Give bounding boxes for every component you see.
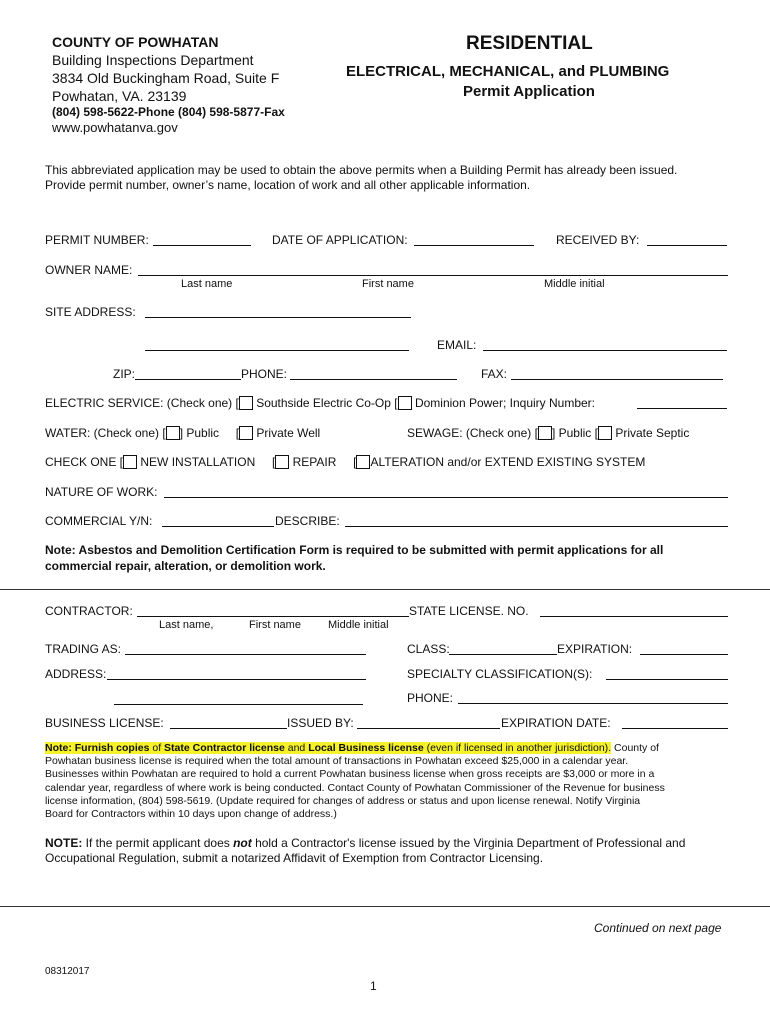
asbestos-note-line-1: Note: Asbestos and Demolition Certification Form is required to be submitted with permit applications for all: [45, 543, 664, 557]
southside-label: Southside Electric Co-Op [: [256, 396, 398, 410]
department-name: Building Inspections Department: [52, 52, 254, 68]
asbestos-note-line-2: commercial repair, alteration, or demolition work.: [45, 559, 326, 573]
describe-label: DESCRIBE:: [275, 514, 340, 528]
state-license-label: STATE LICENSE. NO.: [409, 604, 529, 618]
form-subtitle-2: Permit Application: [463, 83, 595, 100]
sewage-public-checkbox[interactable]: [538, 426, 552, 440]
owner-first-name-caption: First name: [362, 278, 414, 290]
repair-label: REPAIR: [292, 455, 337, 469]
received-by-field[interactable]: [647, 245, 727, 246]
contractor-name-field[interactable]: [137, 616, 409, 617]
dominion-label: Dominion Power; Inquiry Number:: [414, 396, 596, 410]
footer-divider: [0, 906, 770, 907]
expiration-field[interactable]: [640, 654, 728, 655]
received-by-label: RECEIVED BY:: [556, 233, 640, 247]
contractor-phone-field[interactable]: [458, 703, 728, 704]
issued-by-field[interactable]: [357, 728, 500, 729]
electric-service-row: [45, 396, 595, 410]
expiration-date-field[interactable]: [622, 728, 728, 729]
date-of-application-field[interactable]: [414, 245, 534, 246]
nature-of-work-field[interactable]: [164, 497, 728, 498]
water-public-checkbox[interactable]: [166, 426, 180, 440]
trading-as-field[interactable]: [125, 654, 366, 655]
expiration-label: EXPIRATION:: [557, 642, 633, 656]
zip-label: ZIP:: [113, 367, 136, 381]
email-label: EMAIL:: [437, 338, 477, 352]
phone-label: PHONE:: [241, 367, 288, 381]
describe-field[interactable]: [345, 526, 728, 527]
alteration-label: ALTERATION and/or EXTEND EXISTING SYSTEM: [370, 455, 646, 469]
sewage-public-label: ] Public [: [551, 426, 598, 440]
office-phone-fax: (804) 598-5622-Phone (804) 598-5877-Fax: [52, 105, 285, 119]
water-row: WATER: (Check one) [ ] Public [ Private Well: [45, 426, 321, 440]
owner-last-name-caption: Last name: [181, 278, 233, 290]
nature-of-work-label: NATURE OF WORK:: [45, 485, 158, 499]
phone-field[interactable]: [290, 379, 457, 380]
contractor-phone-label: PHONE:: [407, 691, 454, 705]
site-address-field[interactable]: [145, 317, 411, 318]
intro-line-2: Provide permit number, owner’s name, location of work and all other applicable information.: [45, 178, 531, 192]
commercial-yn-label: COMMERCIAL Y/N:: [45, 514, 153, 528]
permit-number-field[interactable]: [153, 245, 251, 246]
private-well-checkbox[interactable]: [239, 426, 253, 440]
commercial-yn-field[interactable]: [162, 526, 274, 527]
contractor-license-note: NOTE: If the permit applicant does not hold a Contractor's license issued by the Virginia Department of Professional and Occupational Regulation, submit a notarized Affidavit of Exemption from Contractor Licensing.: [45, 836, 686, 865]
electric-service-label: ELECTRIC SERVICE: (Check one) [: [45, 396, 239, 410]
contractor-last-name-caption: Last name,: [159, 619, 214, 631]
contractor-middle-initial-caption: Middle initial: [328, 619, 389, 631]
repair-checkbox[interactable]: [275, 455, 289, 469]
water-label: WATER: (Check one) [: [45, 426, 166, 440]
inquiry-number-field[interactable]: [637, 408, 727, 409]
sewage-row: [407, 426, 689, 440]
contractor-label: CONTRACTOR:: [45, 604, 133, 618]
form-code: 08312017: [45, 966, 90, 977]
owner-middle-initial-caption: Middle initial: [544, 278, 605, 290]
water-public-label: ] Public: [179, 426, 220, 440]
section-divider: [0, 589, 770, 590]
contractor-first-name-caption: First name: [249, 619, 301, 631]
specialty-field[interactable]: [606, 679, 728, 680]
office-address-line2: Powhatan, VA. 23139: [52, 88, 187, 104]
class-label: CLASS:: [407, 642, 450, 656]
business-license-field[interactable]: [170, 728, 287, 729]
permit-number-label: PERMIT NUMBER:: [45, 233, 149, 247]
alteration-checkbox[interactable]: [356, 455, 370, 469]
site-address-label: SITE ADDRESS:: [45, 305, 136, 319]
county-name: COUNTY OF POWHATAN: [52, 34, 219, 50]
sewage-label: SEWAGE: (Check one) [: [407, 426, 538, 440]
fax-label: FAX:: [481, 367, 508, 381]
page-number: 1: [370, 979, 377, 993]
email-field[interactable]: [483, 350, 727, 351]
private-well-label: Private Well: [256, 426, 321, 440]
private-septic-label: Private Septic: [615, 426, 690, 440]
fax-field[interactable]: [511, 379, 723, 380]
continued-next-page: Continued on next page: [594, 921, 722, 935]
office-website[interactable]: www.powhatanva.gov: [52, 120, 178, 135]
contractor-address-field[interactable]: [107, 679, 366, 680]
check-one-label: CHECK ONE [: [45, 455, 124, 469]
intro-line-1: This abbreviated application may be used to obtain the above permits when a Building Permit has already been issued.: [45, 163, 678, 177]
form-subtitle: ELECTRICAL, MECHANICAL, and PLUMBING: [346, 63, 670, 80]
date-of-application-label: DATE OF APPLICATION:: [272, 233, 408, 247]
class-field[interactable]: [449, 654, 557, 655]
zip-field[interactable]: [135, 379, 241, 380]
license-note: Note: Furnish copies of State Contractor license and Local Business license (even if licensed in another jurisdiction). County of Powhatan business license is required when the total amount of transactions in Powhatan exceed $25,000 in a calendar year. Businesses within Powhatan are required to hold a current Powhatan business license when gross receipts are $3,000 or more in a calendar year, regardless of where work is being conducted. Contact County of Powhatan Commissioner of the Revenue for business license information, (804) 598-5619. (Update required for changes of address or status and upon license renewal. Notify Virginia Board for Contractors within 10 days upon change of address.): [45, 742, 665, 821]
contractor-address-label: ADDRESS:: [45, 667, 107, 681]
private-septic-checkbox[interactable]: [598, 426, 612, 440]
trading-as-label: TRADING AS:: [45, 642, 122, 656]
form-title: RESIDENTIAL: [466, 33, 593, 54]
issued-by-label: ISSUED BY:: [287, 716, 354, 730]
contractor-address-line2-field[interactable]: [114, 704, 363, 705]
specialty-label: SPECIALTY CLASSIFICATION(S):: [407, 667, 593, 681]
new-installation-checkbox[interactable]: [123, 455, 137, 469]
new-installation-label: NEW INSTALLATION: [140, 455, 256, 469]
expiration-date-label: EXPIRATION DATE:: [501, 716, 611, 730]
dominion-checkbox[interactable]: [398, 396, 412, 410]
site-address-line2-field[interactable]: [145, 350, 409, 351]
southside-checkbox[interactable]: [239, 396, 253, 410]
business-license-label: BUSINESS LICENSE:: [45, 716, 164, 730]
state-license-field[interactable]: [540, 616, 728, 617]
owner-name-label: OWNER NAME:: [45, 263, 133, 277]
office-address-line1: 3834 Old Buckingham Road, Suite F: [52, 70, 280, 86]
work-type-row: CHECK ONE [ NEW INSTALLATION [ REPAIR [ ALTERATION and/or EXTEND EXISTING SYSTEM: [45, 455, 646, 469]
owner-name-field[interactable]: [138, 275, 728, 276]
